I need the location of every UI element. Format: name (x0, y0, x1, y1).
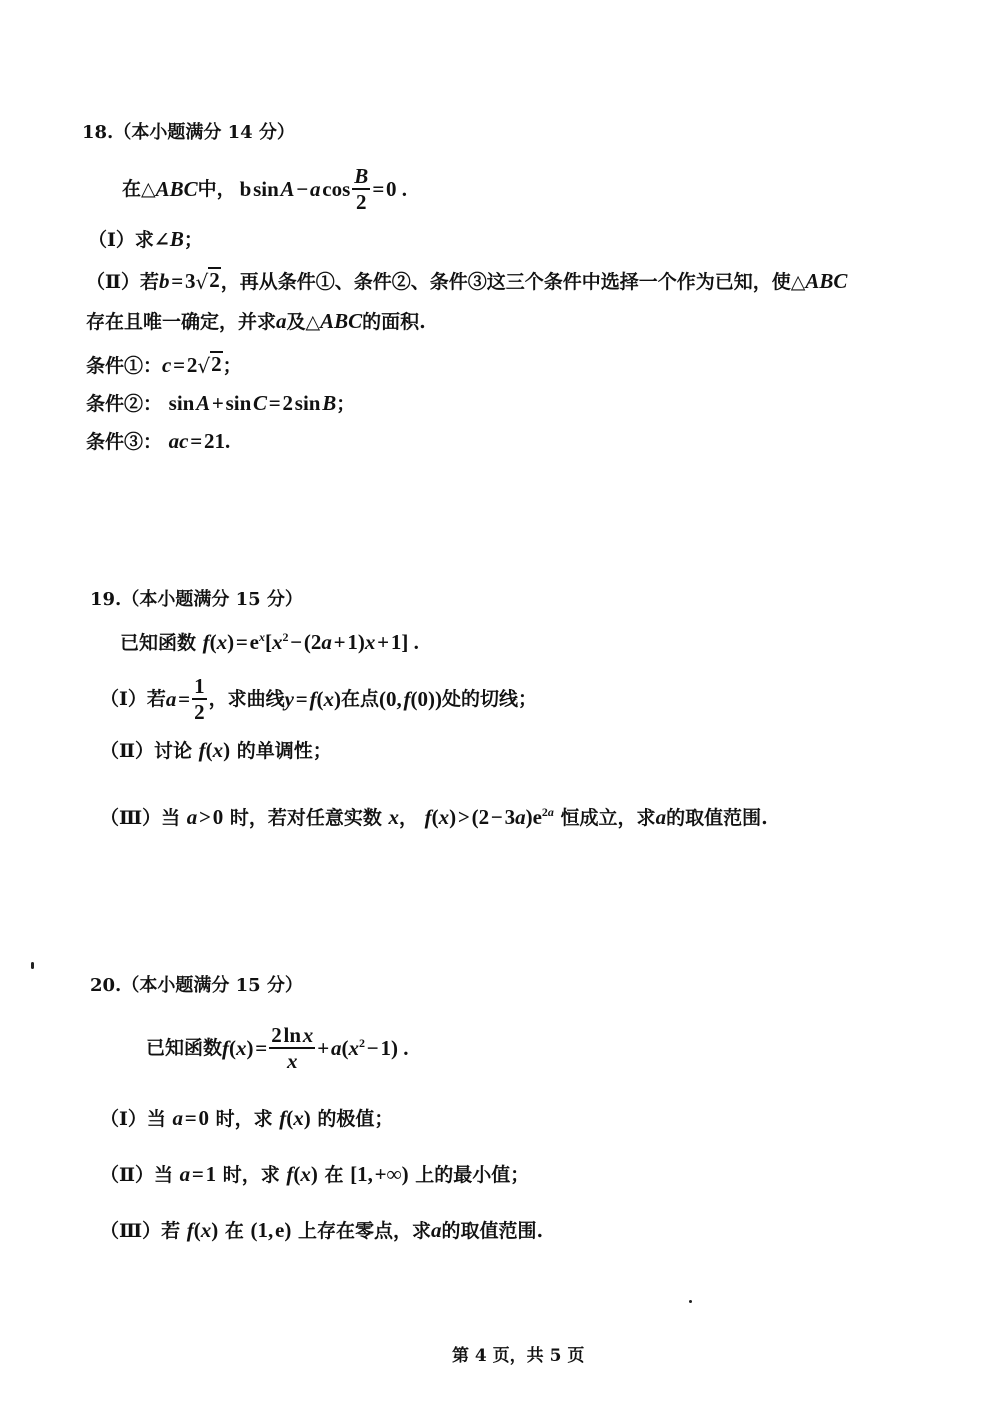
q18-stem-mid: 中， (197, 177, 236, 200)
q18-header: 18.（本小题满分 14 分） (82, 122, 295, 143)
scan-speck (689, 1300, 692, 1303)
q18-part2-line2-c: 的面积. (362, 311, 426, 333)
q20-part2-label: （Ⅱ）当 (100, 1164, 174, 1186)
q18-part1 (88, 229, 203, 250)
q18-part2-line2-b: 及△ (286, 311, 321, 333)
q20-part2-text: 时，求 (222, 1164, 280, 1186)
q19-part3-end: 恒成立，求 (560, 807, 656, 829)
q19-header: 19.（本小题满分 15 分） (90, 589, 303, 610)
q19-part3: （Ⅲ）当 a > 0 时，若对任意实数 x， f(x) > (2 − $3a)e^{2a}$ 恒成立，求a的取值范围. (100, 805, 768, 829)
q20-part3-text: 在 (224, 1220, 244, 1242)
q19-part1-text: ，求曲线 (208, 687, 285, 710)
q18-part2-text: ，再从条件①、条件②、条件③这三个条件中选择一个作为已知，使△ (220, 271, 806, 294)
q20-part2-text2: 在 (324, 1164, 344, 1186)
q19-part1: （Ⅰ）若 a = $\frac{1}{2}$ ，求曲线 y = f(x) 在点 (0, f(0)) 处的切线； (100, 673, 537, 724)
q18-part2: （Ⅱ）若 b = 3 √ 2 ，再从条件①、条件②、条件③这三个条件中选择一个作为已知，使△ ABC (86, 268, 848, 295)
q20-stem: 已知函数 f(x) = $\frac{\text{2 ln x}}{x}$ + $a(x^2$ − 1) . (146, 1022, 409, 1073)
q19-part1-label: （Ⅰ）若 (100, 687, 166, 710)
q19-stem: 已知函数 f(x) = $e^x[x^2$ − (2a + 1)x + 1] . (120, 630, 419, 654)
q20-part3: （Ⅲ）若 f(x) 在 (1, e) 上存在零点，求a的取值范围. (100, 1218, 544, 1242)
q19-part2: （Ⅱ）讨论 f(x) 的单调性； (100, 738, 332, 762)
q20-part1-end: 的极值； (317, 1108, 394, 1130)
q20-header: 20.（本小题满分 15 分） (90, 975, 303, 996)
q19-part2-end: 的单调性； (236, 740, 332, 762)
q19-stem-prefix: 已知函数 (120, 632, 197, 654)
q20-part2: （Ⅱ）当 a = 1 时，求 f(x) 在 [1, +∞) 上的最小值； (100, 1162, 530, 1186)
q18-part2-label: （Ⅱ）若 (86, 271, 160, 294)
q18-condition-3: 条件③： ac = 21. (86, 429, 231, 453)
scan-speck (31, 962, 34, 969)
q20-part3-label: （Ⅲ）若 (100, 1220, 181, 1242)
q18-condition-2: 条件②： sin A + sin C = 2 sin B； (86, 391, 356, 415)
q19-part2-label: （Ⅱ）讨论 (100, 740, 193, 762)
q19-part1-end: 处的切线； (441, 687, 537, 710)
q18-stem-abc: ABC (155, 176, 198, 201)
q18-part2-line2: 存在且唯一确定，并求a及△ABC的面积. (86, 309, 426, 333)
q18-part1-end: ； (183, 229, 203, 251)
q20-part3-text2: 上存在零点，求 (297, 1220, 431, 1242)
q18-part1-label: （Ⅰ）求∠ (88, 229, 170, 251)
q19-part3-end2: 的取值范围. (666, 807, 768, 829)
q19-fraction-one-half: $\frac{1}{2}$ (194, 673, 205, 724)
q20-part1: （Ⅰ）当 a = 0 时，求 f(x) 的极值； (100, 1106, 394, 1130)
q18-cond2-label: 条件②： (86, 393, 163, 415)
q18-cond1-label: 条件①： (86, 355, 163, 378)
q20-part2-end: 上的最小值； (415, 1164, 530, 1186)
q20-stem-prefix: 已知函数 (146, 1036, 223, 1059)
q20-part1-text: 时，求 (215, 1108, 273, 1130)
q19-part1-text2: 在点 (340, 687, 379, 710)
q20-part1-label: （Ⅰ）当 (100, 1108, 166, 1130)
q18-cond3-label: 条件③： (86, 431, 163, 453)
q18-stem: 在△ ABC 中， b sin A − a cos $\frac{B}{2}$ = 0 . (122, 163, 408, 214)
q18-condition-1: 条件①： c = 2 √ 2 ； (86, 352, 242, 379)
q18-part2-line2-a: 存在且唯一确定，并求 (86, 311, 277, 333)
q19-part3-text: 时，若对任意实数 (229, 807, 382, 829)
q18-fraction-b-over-2: $\frac{B}{2}$ (354, 163, 369, 214)
q20-fraction-2lnx-over-x: $\frac{\text{2 ln x}}{x}$ (271, 1022, 314, 1073)
q18-stem-prefix: 在△ (122, 177, 156, 200)
q18-part1-var: B (169, 227, 184, 251)
page-number: 第 4 页，共 5 页 (452, 1346, 585, 1366)
q20-part3-end: 的取值范围. (441, 1220, 544, 1242)
q19-part3-label: （Ⅲ）当 (100, 807, 181, 829)
